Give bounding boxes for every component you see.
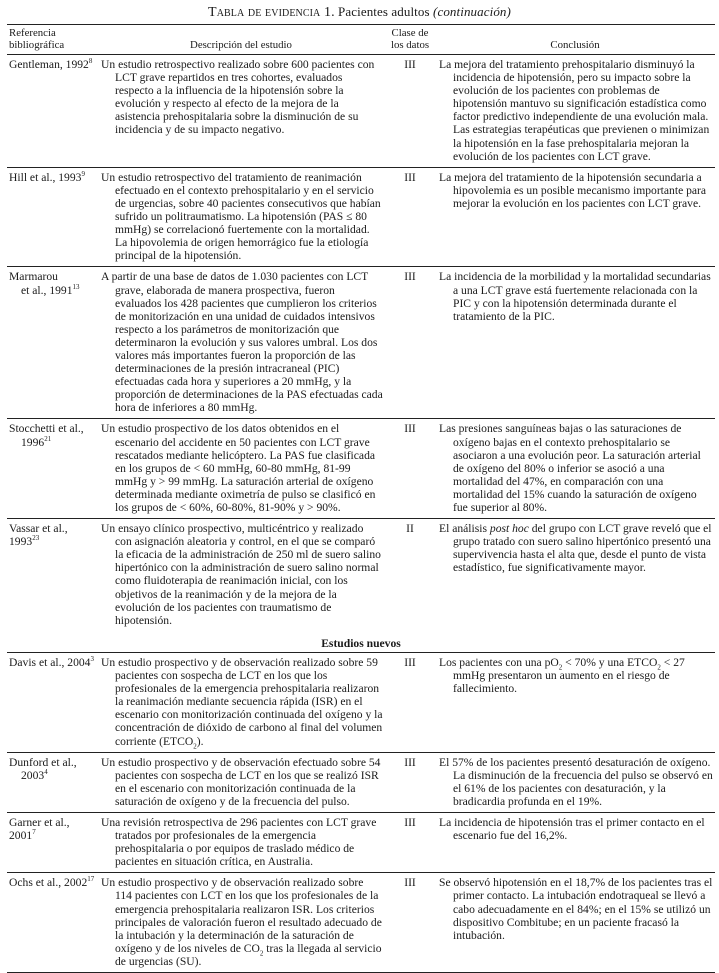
class-cell: III — [385, 652, 435, 752]
reference-cell: Marmarou et al., 1991$^{13}$ — [7, 267, 97, 419]
class-cell: III — [385, 419, 435, 519]
reference-cell: Gentleman, 1992$^8$ — [7, 55, 97, 168]
table-caption — [0, 4, 719, 21]
conclusion-cell: La mejora del tratamiento prehospitalario disminuyó la incidencia de hipotensión, pero su impacto sobre la evolución de los pacientes con problemas de hipotensión mantuvo su significación estadística como factor predictivo independiente de una evolución mala. Las estrategias terapéuticas que previenen o minimizan la hipotensión en la fase prehospitalaria mejoran la evolución de los pacientes con LCT grave. — [435, 55, 715, 168]
class-cell: III — [385, 55, 435, 168]
header-class: Clase de los datos — [385, 25, 435, 55]
reference-cell: Stocchetti et al., 1996$^{21}$ — [7, 419, 97, 519]
table-row — [7, 55, 715, 168]
conclusion-cell: La mejora del tratamiento de la hipotensión secundaria a hipovolemia es un posible mecanismo importante para mejorar la evolución en los pacientes con LCT grave. — [435, 167, 715, 267]
class-cell: III — [385, 812, 435, 872]
conclusion-cell: Las presiones sanguíneas bajas o las saturaciones de oxígeno bajas en el contexto prehospitalario se asociaron a una evolución peor. La saturación arterial de oxígeno del 80% o inferior se asoció a una mortalidad del 47%, en comparación con una mortalidad del 15% cuando la saturación de oxígeno fue superior al 80%. — [435, 419, 715, 519]
description-cell: Un estudio retrospectivo del tratamiento de reanimación efectuado en el contexto prehospitalario y en el servicio de urgencias, sobre 40 pacientes consecutivos que habían sufrido un politraumatismo. La hipotensión (PAS ≤ 80 mmHg) se correlacionó fuertemente con la mortalidad. La hipovolemia de origen hemorrágico fue la etiología principal de la hipotensión. — [97, 167, 385, 267]
class-cell: III — [385, 167, 435, 267]
table-row — [7, 419, 715, 519]
header-description: Descripción del estudio — [97, 25, 385, 55]
section-row — [7, 631, 715, 653]
caption-note: (continuación) — [433, 4, 511, 19]
description-cell: Un estudio prospectivo y de observación realizado sobre 59 pacientes con sospecha de LCT en los que los profesionales de la emergencia prehospitalaria realizaron la reanimación mediante secuencia rápida (ISR) en el escenario con monitorización continuada del oxígeno y la concentración de dióxido de carbono al final del volumen corriente $(ETCO_2)$. — [97, 652, 385, 752]
caption-label: Tabla de evidencia 1. — [208, 5, 335, 20]
table-row — [7, 812, 715, 872]
reference-cell: Davis et al., 2004$^3$ — [7, 652, 97, 752]
description-cell: Un estudio retrospectivo realizado sobre 600 pacientes con LCT grave repartidos en tres cohortes, evaluados respecto a la influencia de la hipotensión sobre la evolución y respecto al efecto de la mejora de la asistencia prehospitalaria sobre la disminución de su incidencia y de su impacto negativo. — [97, 55, 385, 168]
table-row — [7, 267, 715, 419]
table-row — [7, 652, 715, 752]
class-cell: III — [385, 752, 435, 812]
reference-cell: Garner et al., 2001$^7$ — [7, 812, 97, 872]
conclusion-cell: Se observó hipotensión en el 18,7% de los pacientes tras el primer contacto. La intubación endotraqueal se llevó a cabo adecuadamente en el 84%; en el 15% se utilizó un dispositivo Combitube; en un paciente fracasó la intubación. — [435, 873, 715, 973]
reference-cell: Hill et al., 1993$^9$ — [7, 167, 97, 267]
reference-cell: Vassar et al., 1993$^{23}$ — [9, 522, 68, 549]
header-conclusion: Conclusión — [435, 25, 715, 55]
evidence-table — [7, 24, 715, 973]
reference-cell: Dunford et al., 2003$^4$ — [7, 752, 97, 812]
section-heading: Estudios nuevos — [7, 631, 715, 653]
description-cell: Una revisión retrospectiva de 296 pacientes con LCT grave tratados por profesionales de la emergencia prehospitalaria o por equipos de traslado médico de pacientes en situación crítica, en Australia. — [97, 812, 385, 872]
description-cell: A partir de una base de datos de 1.030 pacientes con LCT grave, elaborada de manera prospectiva, fueron evaluados los 428 pacientes que cumplieron los criterios de monitorización en una unidad de cuidados intensivos respecto a los parámetros de monitorización que determinaron la evolución y sus valores umbral. Los dos valores más importantes fueron la proporción de las determinaciones de la presión intracraneal (PIC) efectuadas cada hora y superiores a 20 mmHg, y la proporción de determinaciones de la PAS efectuadas cada hora de inferiores a 80 mmHg. — [97, 267, 385, 419]
conclusion-cell: El 57% de los pacientes presentó desaturación de oxígeno. La disminución de la frecuencia del pulso se observó en el 61% de los pacientes con desaturación, y la bradicardia profunda en el 19%. — [435, 752, 715, 812]
table-row — [7, 752, 715, 812]
description-cell: Un ensayo clínico prospectivo, multicéntrico y realizado con asignación aleatoria y control, en el que se comparó la eficacia de la administración de 250 ml de suero salino hipertónico con la administración de suero salino normal como fluidoterapia de reanimación inicial, con los objetivos de la reanimación y de la mejora de la evolución de los pacientes con traumatismo de hipotensión. — [101, 522, 381, 627]
table-row — [7, 873, 715, 973]
table-row — [7, 519, 715, 631]
caption-title: Pacientes adultos — [338, 4, 430, 19]
header-reference: Referencia bibliográfica — [7, 25, 97, 55]
class-cell: III — [385, 267, 435, 419]
table-row — [7, 167, 715, 267]
description-cell: Un estudio prospectivo y de observación realizado sobre 114 pacientes con LCT en los que los profesionales de la emergencia prehospitalaria realizaron ISR. Los criterios principales de valoración fueron el resultado adecuado de la intubación y la determinación de la saturación de oxígeno y de los niveles de $CO_2$ tras la llegada al servicio de urgencias (SU). — [97, 873, 385, 973]
conclusion-cell: El análisis post hoc del grupo con LCT grave reveló que el grupo tratado con suero salino hipertónico presentó una supervivencia hasta el alta que, desde el punto de vista estadístico, fue significativamente mayor. — [439, 522, 712, 575]
description-cell: Un estudio prospectivo y de observación efectuado sobre 54 pacientes con sospecha de LCT en los que se realizó ISR en el escenario con monitorización continuada de la saturación de oxígeno y de la frecuencia del pulso. — [97, 752, 385, 812]
conclusion-cell: Los pacientes con una $pO_2 < 70\%$ y una $ETCO_2 < 27$ mmHg presentaron un aumento en el riesgo de fallecimiento. — [435, 652, 715, 752]
reference-cell: Ochs et al., 2002$^{17}$ — [7, 873, 97, 973]
conclusion-cell: La incidencia de hipotensión tras el primer contacto en el escenario fue del 16,2%. — [435, 812, 715, 872]
class-cell: II — [406, 522, 414, 536]
conclusion-cell: La incidencia de la morbilidad y la mortalidad secundarias a una LCT grave está fuertemente relacionada con la PIC y con la hipotensión determinada durante el tratamiento de la PIC. — [435, 267, 715, 419]
class-cell: III — [385, 873, 435, 973]
description-cell: Un estudio prospectivo de los datos obtenidos en el escenario del accidente en 50 pacientes con LCT grave rescatados mediante helicóptero. La PAS fue clasificada en los grupos de < 60 mmHg, 60-80 mmHg, 81-99 mmHg y > 99 mmHg. La saturación arterial de oxígeno determinada mediante oximetría de pulso se clasificó en los grupos de < 60%, 60-80%, 81-90% y > 90%. — [97, 419, 385, 519]
table-header-row — [7, 25, 715, 55]
